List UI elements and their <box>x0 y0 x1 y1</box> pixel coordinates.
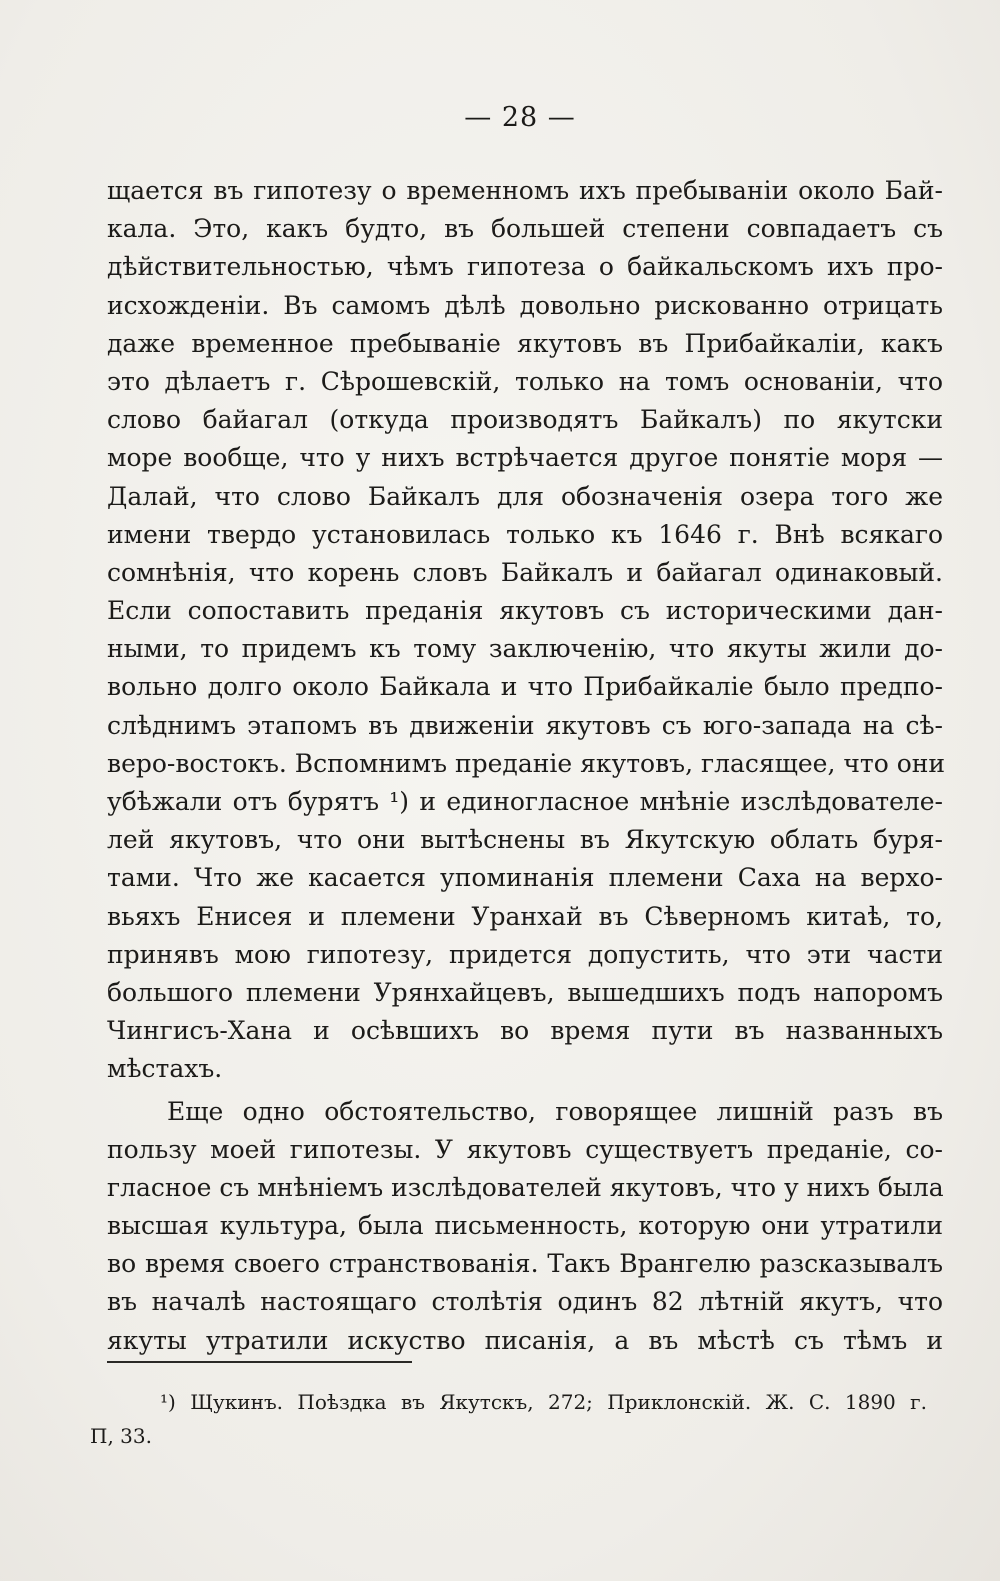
text-line: щается въ гипотезу о временномъ ихъ пребываніи около Бай- <box>107 176 943 205</box>
text-line: лей якутовъ, что они вытѣснены въ Якутскую облать буря- <box>107 825 943 855</box>
text-line: въ началѣ настоящаго столѣтія одинъ 82 лѣтній якутъ, что <box>107 1287 943 1317</box>
text-line: гласное съ мнѣніемъ изслѣдователей якутовъ, что у нихъ была <box>107 1172 944 1202</box>
text-line: якуты утратили искуство писанія, а въ мѣстѣ съ тѣмъ и <box>107 1325 943 1355</box>
text-line: это дѣлаетъ г. Сѣрошевскій, только на томъ основаніи, что <box>107 366 943 396</box>
text-line: Если сопоставить преданія якутовъ съ историческими дан- <box>107 596 943 626</box>
text-line: принявъ мою гипотезу, придется допустить, что эти части <box>107 939 943 969</box>
text-line: слово байагал (откуда производятъ Байкалъ) по якутски <box>107 405 943 435</box>
text-line: вольно долго около Байкала и что Прибайкаліе было предпо- <box>107 672 943 702</box>
text-line: тами. Что же касается упоминанія племени Саха на верхо- <box>107 863 943 893</box>
text-line: дѣйствительностью, чѣмъ гипотеза о байкальскомъ ихъ про- <box>107 252 943 282</box>
text-line: пользу моей гипотезы. У якутовъ существуетъ преданіе, со- <box>107 1134 943 1164</box>
text-line: во время своего странствованія. Такъ Врангелю разсказывалъ <box>107 1249 943 1279</box>
text-line: слѣднимъ этапомъ въ движеніи якутовъ съ юго-запада на сѣ- <box>107 710 943 740</box>
page-number: — 28 — <box>464 102 576 133</box>
footnote-divider <box>107 1361 412 1363</box>
text-line: исхожденіи. Въ самомъ дѣлѣ довольно рискованно отрицать <box>107 290 943 320</box>
text-line: имени твердо установилась только къ 1646 г. Внѣ всякаго <box>107 519 943 549</box>
text-line: убѣжали отъ бурятъ ¹) и единогласное мнѣніе изслѣдователе- <box>107 787 943 816</box>
body-text <box>107 172 946 1360</box>
text-line: кала. Это, какъ будто, въ большей степени совпадаетъ съ <box>107 214 943 244</box>
text-line: мѣстахъ. <box>107 1054 223 1084</box>
text-line: высшая культура, была письменность, которую они утратили <box>107 1211 943 1241</box>
text-line: ными, то придемъ къ тому заключенію, что якуты жили до- <box>107 634 943 664</box>
text-line: большого племени Урянхайцевъ, вышедшихъ подъ напоромъ <box>107 977 943 1007</box>
text-line: море вообще, что у нихъ встрѣчается другое понятіе моря — <box>107 443 943 473</box>
text-line: веро-востокъ. Вспомнимъ преданіе якутовъ, гласящее, что они <box>107 748 946 778</box>
footnote <box>90 1385 927 1453</box>
text-line: Чингисъ-Хана и осѣвшихъ во время пути въ названныхъ <box>107 1016 943 1046</box>
text-line: Далай, что слово Байкалъ для обозначенія озера того же <box>107 481 943 511</box>
footnote-line: ¹) Щукинъ. Поѣздка въ Якутскъ, 272; Приклонскій. Ж. С. 1890 г. <box>160 1390 927 1414</box>
text-line: вьяхъ Енисея и племени Уранхай въ Сѣверномъ китаѣ, то, <box>107 901 943 931</box>
text-line: Еще одно обстоятельство, говорящее лишній разъ въ <box>167 1096 943 1126</box>
text-line: даже временное пребываніе якутовъ въ Прибайкаліи, какъ <box>107 328 943 358</box>
text-line: сомнѣнія, что корень словъ Байкалъ и байагал одинаковый. <box>107 557 943 587</box>
footnote-line: П, 33. <box>90 1424 152 1448</box>
